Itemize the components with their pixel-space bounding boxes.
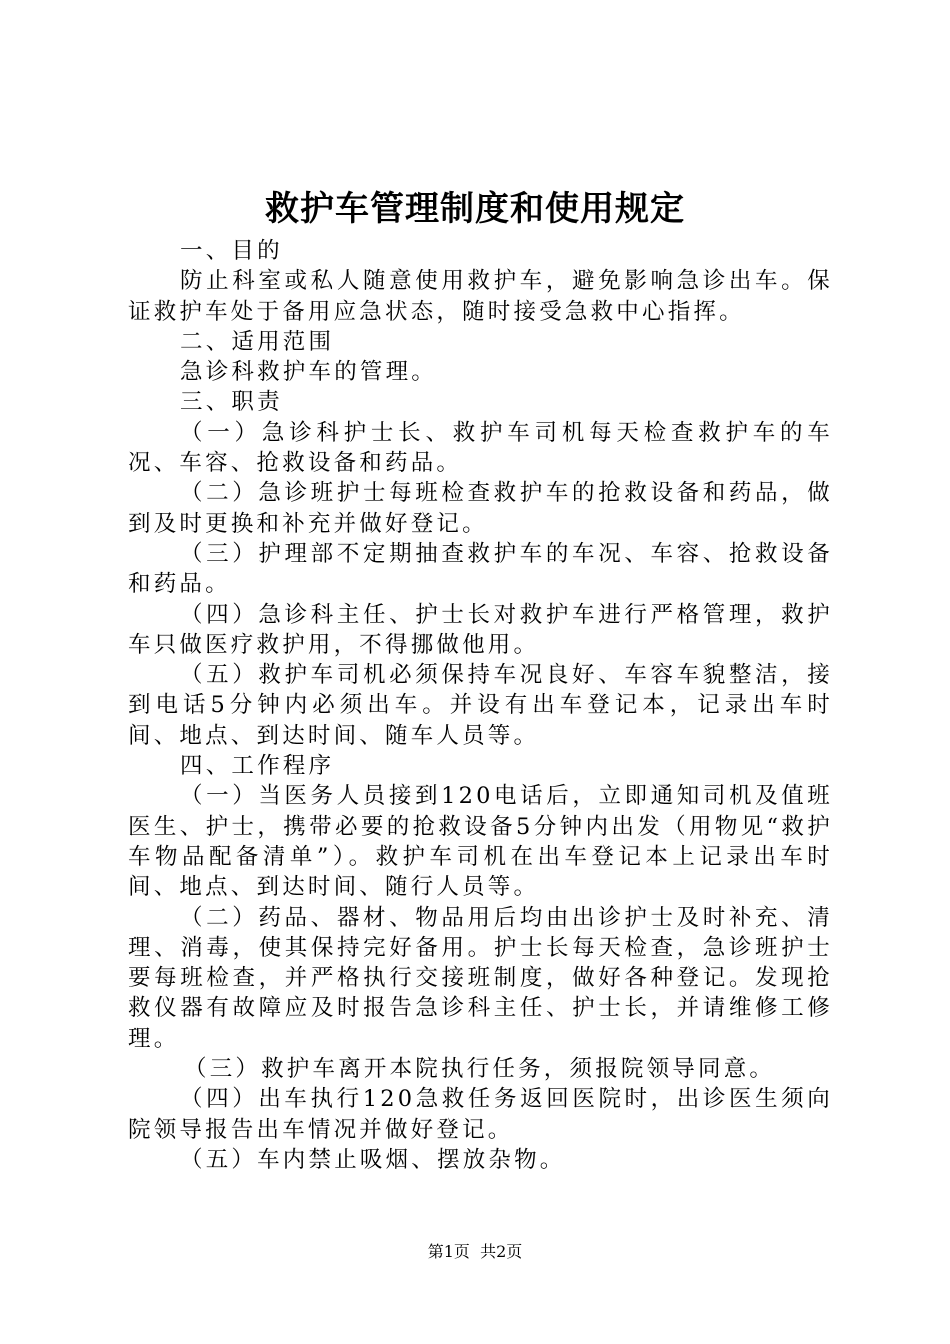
paragraph-duty-1: （一）急诊科护士长、救护车司机每天检查救护车的车况、车容、抢救设备和药品。	[128, 419, 833, 477]
paragraph-procedure-2: （二）药品、器材、物品用后均由出诊护士及时补充、清理、消毒，使其保持完好备用。护士长每天检查，急诊班护士要每班检查，并严格执行交接班制度，做好各种登记。发现抢救仪器有故障应及时报告急诊科主任、护士长，并请维修工修理。	[128, 904, 833, 1052]
paragraph-procedure-4: （四）出车执行120急救任务返回医院时，出诊医生须向院领导报告出车情况并做好登记。	[128, 1086, 833, 1143]
paragraph-duty-5: （五）救护车司机必须保持车况良好、车容车貌整洁，接到电话5分钟内必须出车。并设有出车登记本，记录出车时间、地点、到达时间、随车人员等。	[128, 662, 833, 749]
paragraph-purpose: 防止科室或私人随意使用救护车，避免影响急诊出车。保证救护车处于备用应急状态，随时接受急救中心指挥。	[128, 268, 833, 325]
document-title: 救护车管理制度和使用规定	[265, 189, 685, 229]
section-heading-purpose: 一、目的	[180, 238, 283, 264]
section-heading-duties: 三、职责	[180, 389, 283, 416]
section-heading-procedure: 四、工作程序	[180, 753, 335, 780]
page-footer: 第1页 共2页	[427, 1242, 523, 1261]
paragraph-procedure-3: （三）救护车离开本院执行任务，须报院领导同意。	[184, 1056, 776, 1083]
paragraph-duty-4: （四）急诊科主任、护士长对救护车进行严格管理，救护车只做医疗救护用，不得挪做他用。	[128, 601, 833, 658]
paragraph-scope: 急诊科救护车的管理。	[180, 359, 438, 386]
section-heading-scope: 二、适用范围	[180, 328, 335, 355]
document-body	[128, 236, 833, 1175]
paragraph-duty-2: （二）急诊班护士每班检查救护车的抢救设备和药品，做到及时更换和补充并做好登记。	[128, 480, 833, 537]
paragraph-procedure-1: （一）当医务人员接到120电话后，立即通知司机及值班医生、护士，携带必要的抢救设备5分钟内出发（用物见“救护车物品配备清单”）。救护车司机在出车登记本上记录出车时间、地点、到达时间、随行人员等。	[128, 783, 833, 901]
paragraph-procedure-5: （五）车内禁止吸烟、摆放杂物。	[180, 1146, 566, 1173]
paragraph-duty-3: （三）护理部不定期抽查救护车的车况、车容、抢救设备和药品。	[128, 540, 833, 598]
